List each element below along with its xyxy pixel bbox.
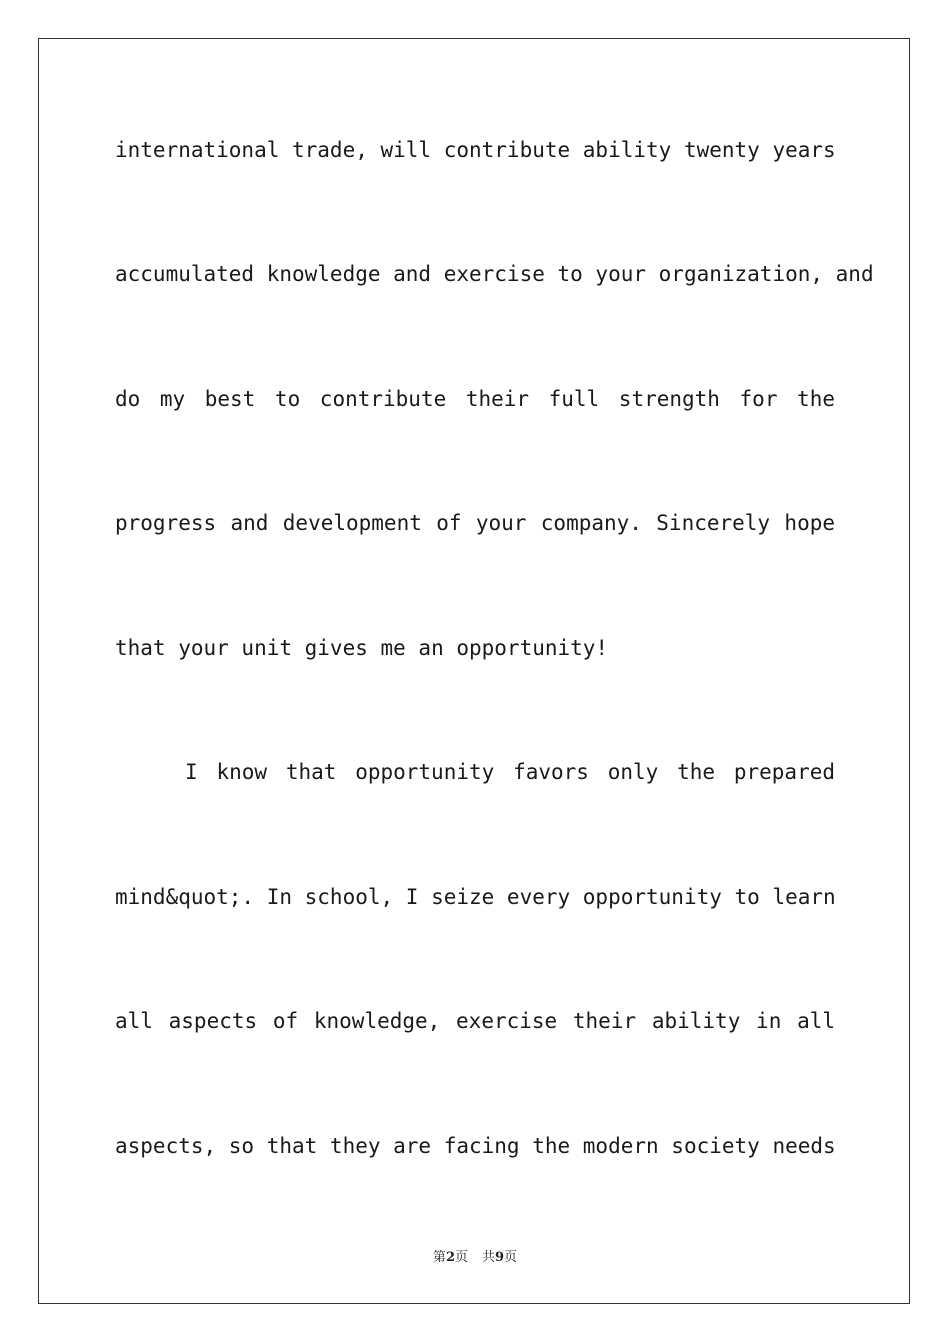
body-text-line-4: progress and development of your company. Sincerely hope [115,511,835,535]
body-text-line-5: that your unit gives me an opportunity! [115,636,609,660]
total-pages-prefix: 共 [482,1250,496,1265]
page-number-prefix: 第 [432,1250,446,1265]
page-footer [0,1246,950,1265]
body-text-line-2: accumulated knowledge and exercise to your organization, and [115,262,874,286]
page-number-suffix: 页 [454,1250,468,1265]
body-text-line-3: do my best to contribute their full strength for the [115,387,835,411]
body-text-line-6: I know that opportunity favors only the prepared [185,760,835,784]
body-text-line-9: aspects, so that they are facing the modern society needs [115,1134,836,1158]
page-number: 2 [445,1250,455,1265]
body-text-line-7: mind&quot;. In school, I seize every opportunity to learn [115,885,836,909]
body-text-line-8: all aspects of knowledge, exercise their ability in all [115,1009,835,1033]
total-pages: 9 [495,1250,505,1265]
total-pages-suffix: 页 [504,1250,518,1265]
body-text-line-1: international trade, will contribute ability twenty years [115,138,836,162]
page-border [38,38,910,1304]
